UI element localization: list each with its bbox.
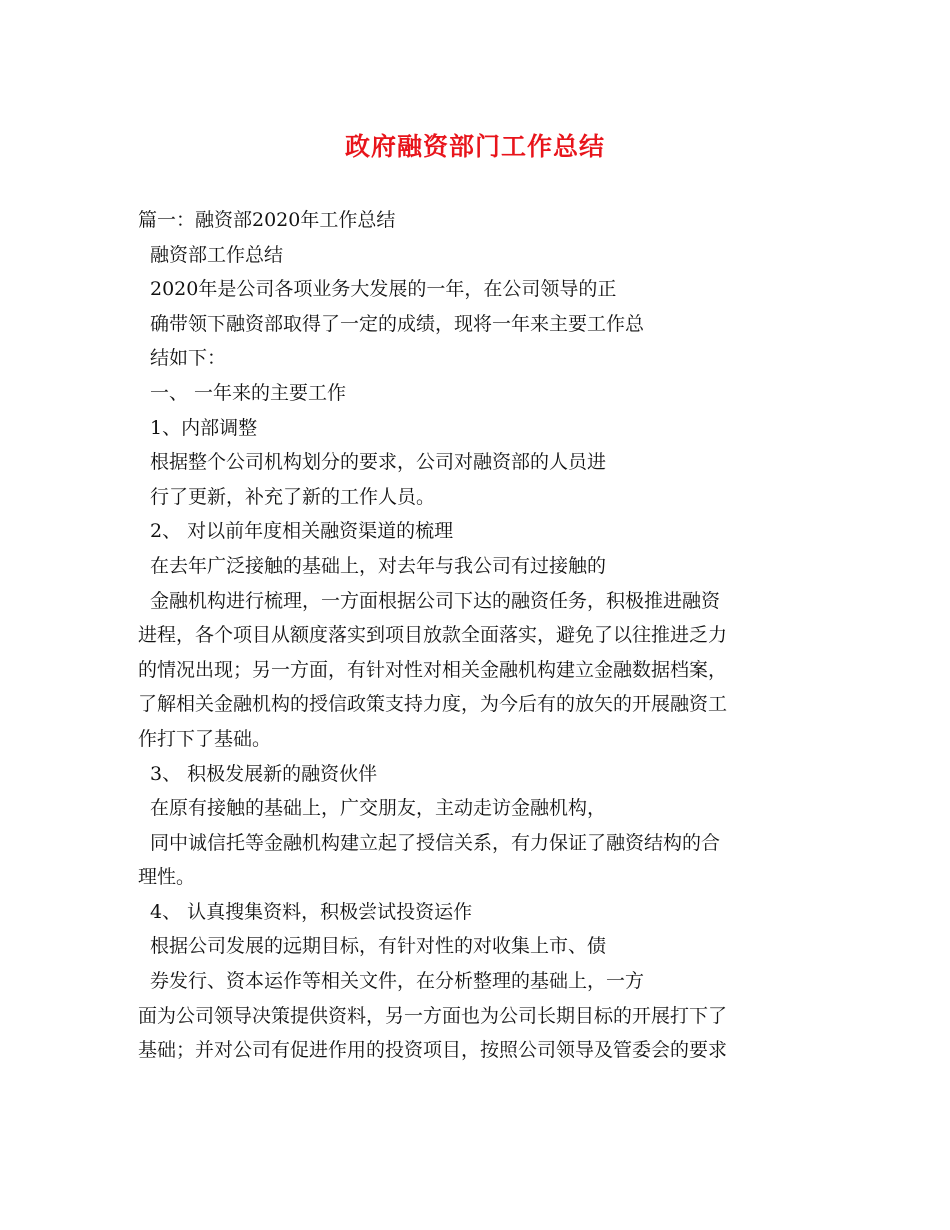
- text-line: 的情况出现；另一方面，有针对性对相关金融机构建立金融数据档案，: [138, 658, 728, 681]
- text-line: 进程，各个项目从额度落实到项目放款全面落实，避免了以往推进乏力: [138, 624, 728, 647]
- text-line: 券发行、资本运作等相关文件，在分析整理的基础上，一方: [150, 970, 645, 993]
- text-line: 确带领下融资部取得了一定的成绩，现将一年来主要工作总: [150, 312, 645, 335]
- text-line: 根据整个公司机构划分的要求，公司对融资部的人员进: [150, 451, 607, 474]
- text-line: 基础；并对公司有促进作用的投资项目，按照公司领导及管委会的要求: [138, 1039, 728, 1062]
- text-line: 2、 对以前年度相关融资渠道的梳理: [150, 520, 454, 543]
- text-line: 行了更新，补充了新的工作人员。: [150, 485, 436, 508]
- text-line: 作打下了基础。: [138, 727, 272, 750]
- text-line: 3、 积极发展新的融资伙伴: [150, 762, 378, 785]
- document-body: [138, 203, 818, 1068]
- text-line: 一、 一年来的主要工作: [150, 381, 347, 404]
- text-line: 在原有接触的基础上，广交朋友，主动走访金融机构，: [150, 797, 607, 820]
- text-line: 4、 认真搜集资料，积极尝试投资运作: [150, 900, 473, 923]
- text-line: 同中诚信托等金融机构建立起了授信关系，有力保证了融资结构的合: [150, 831, 721, 854]
- text-line: 结如下：: [150, 347, 227, 370]
- text-line: 面为公司领导决策提供资料，另一方面也为公司长期目标的开展打下了: [138, 1004, 728, 1027]
- text-line: 融资部工作总结: [150, 243, 284, 266]
- text-line: 1、内部调整: [150, 416, 258, 439]
- text-line: 理性。: [138, 866, 196, 889]
- text-line: 了解相关金融机构的授信政策支持力度，为今后有的放矢的开展融资工: [138, 693, 728, 716]
- document-title: 政府融资部门工作总结: [344, 132, 605, 161]
- text-line: 2020年是公司各项业务大发展的一年，在公司领导的正: [150, 278, 617, 301]
- text-line: 篇一：融资部2020年工作总结: [138, 209, 396, 231]
- text-line: 金融机构进行梳理，一方面根据公司下达的融资任务，积极推进融资: [150, 589, 721, 612]
- text-line: 在去年广泛接触的基础上，对去年与我公司有过接触的: [150, 554, 607, 577]
- text-line: 根据公司发展的远期目标，有针对性的对收集上市、债: [150, 935, 607, 958]
